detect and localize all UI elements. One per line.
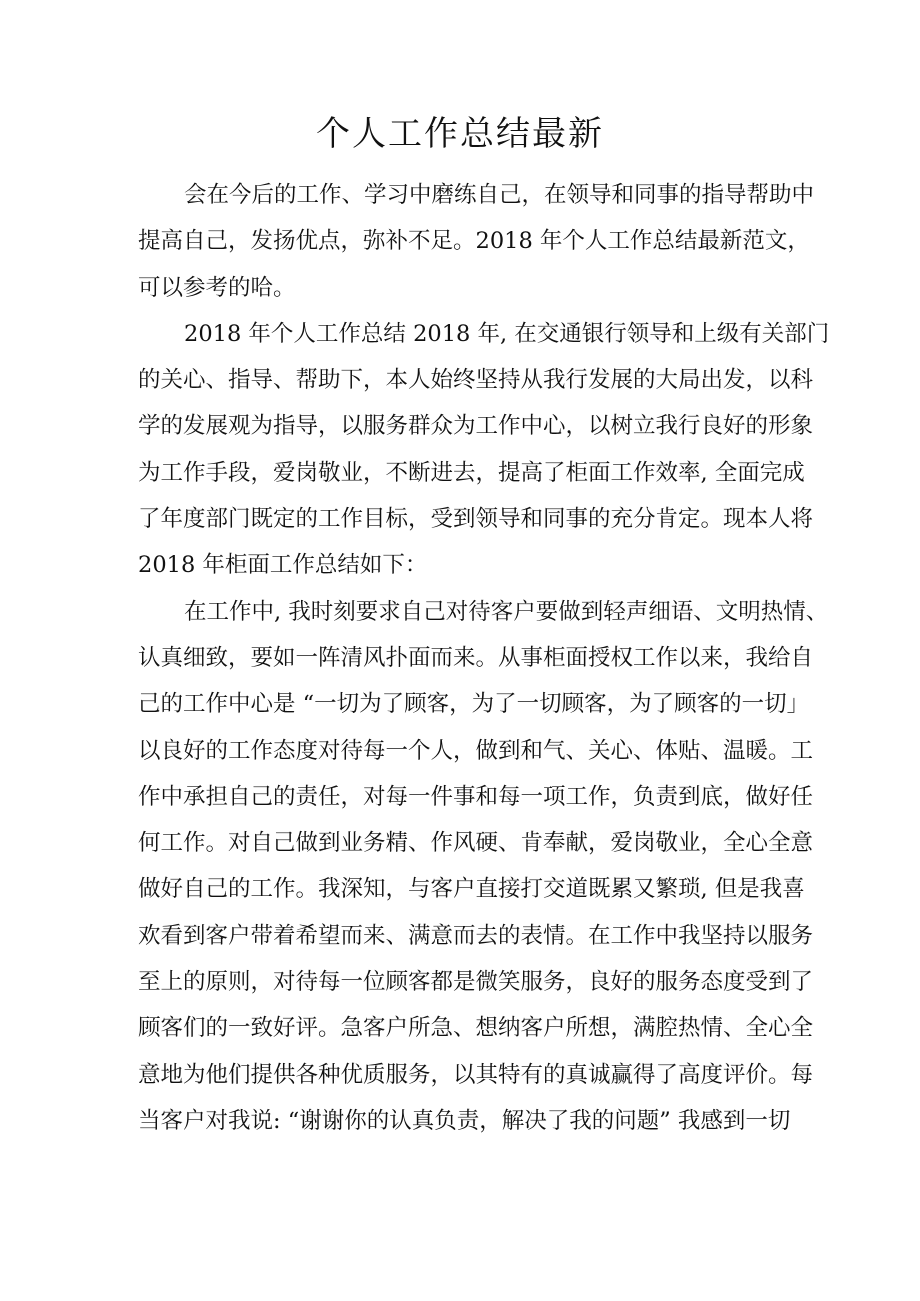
text-line: 何工作。对自己做到业务精、作风硬、肯奉献，爱岗敬业，全心全意: [138, 830, 814, 857]
text-line: 为工作手段，爱岗敬业，不断进去，提高了柜面工作效率, 全面完成: [138, 459, 805, 486]
text-line: 的关心、指导、帮助下，本人始终坚持从我行发展的大局出发，以科: [138, 367, 814, 394]
text-line: 至上的原则，对待每一位顾客都是微笑服务，良好的服务态度受到了: [138, 969, 814, 996]
text-line: 可以参考的哈。: [138, 274, 296, 301]
text-line: 意地为他们提供各种优质服务，以其特有的真诚赢得了高度评价。每: [138, 1061, 814, 1088]
text-line: 己的工作中心是 “一切为了顾客，为了一切顾客，为了顾客的一切」: [138, 691, 810, 718]
text-line: 2018 年柜面工作总结如下：: [138, 552, 428, 579]
text-line: 当客户对我说: “谢谢你的认真负责，解决了我的问题” 我感到一切: [138, 1107, 791, 1134]
text-line: 做好自己的工作。我深知，与客户直接打交道既累又繁琐, 但是我喜: [138, 876, 805, 903]
text-line: 欢看到客户带着希望而来、满意而去的表情。在工作中我坚持以服务: [138, 922, 814, 949]
text-line: 作中承担自己的责任，对每一件事和每一项工作，负责到底，做好任: [138, 783, 814, 810]
paragraph-service: [138, 589, 829, 1145]
document-body: [138, 172, 830, 1144]
paragraph-intro: [138, 172, 815, 311]
text-line: 会在今后的工作、学习中磨练自己，在领导和同事的指导帮助中: [184, 182, 815, 208]
text-line: 提高自己，发扬优点，弥补不足。2018 年个人工作总结最新范文，: [138, 228, 810, 255]
text-line: 以良好的工作态度对待每一个人，做到和气、关心、体贴、温暖。工: [138, 737, 814, 764]
text-line: 在工作中, 我时刻要求自己对待客户要做到轻声细语、文明热情、: [184, 598, 829, 625]
text-line: 学的发展观为指导，以服务群众为工作中心，以树立我行良好的形象: [138, 413, 814, 440]
text-line: 认真细致，要如一阵清风扑面而来。从事柜面授权工作以来，我给自: [138, 644, 814, 671]
document-title: 个人工作总结最新: [316, 114, 604, 154]
text-line: 了年度部门既定的工作目标，受到领导和同事的充分肯定。现本人将: [138, 506, 814, 533]
text-line: 2018 年个人工作总结 2018 年, 在交通银行领导和上级有关部门: [184, 320, 830, 347]
paragraph-summary: [138, 311, 830, 589]
text-line: 顾客们的一致好评。急客户所急、想纳客户所想，满腔热情、全心全: [138, 1015, 814, 1042]
